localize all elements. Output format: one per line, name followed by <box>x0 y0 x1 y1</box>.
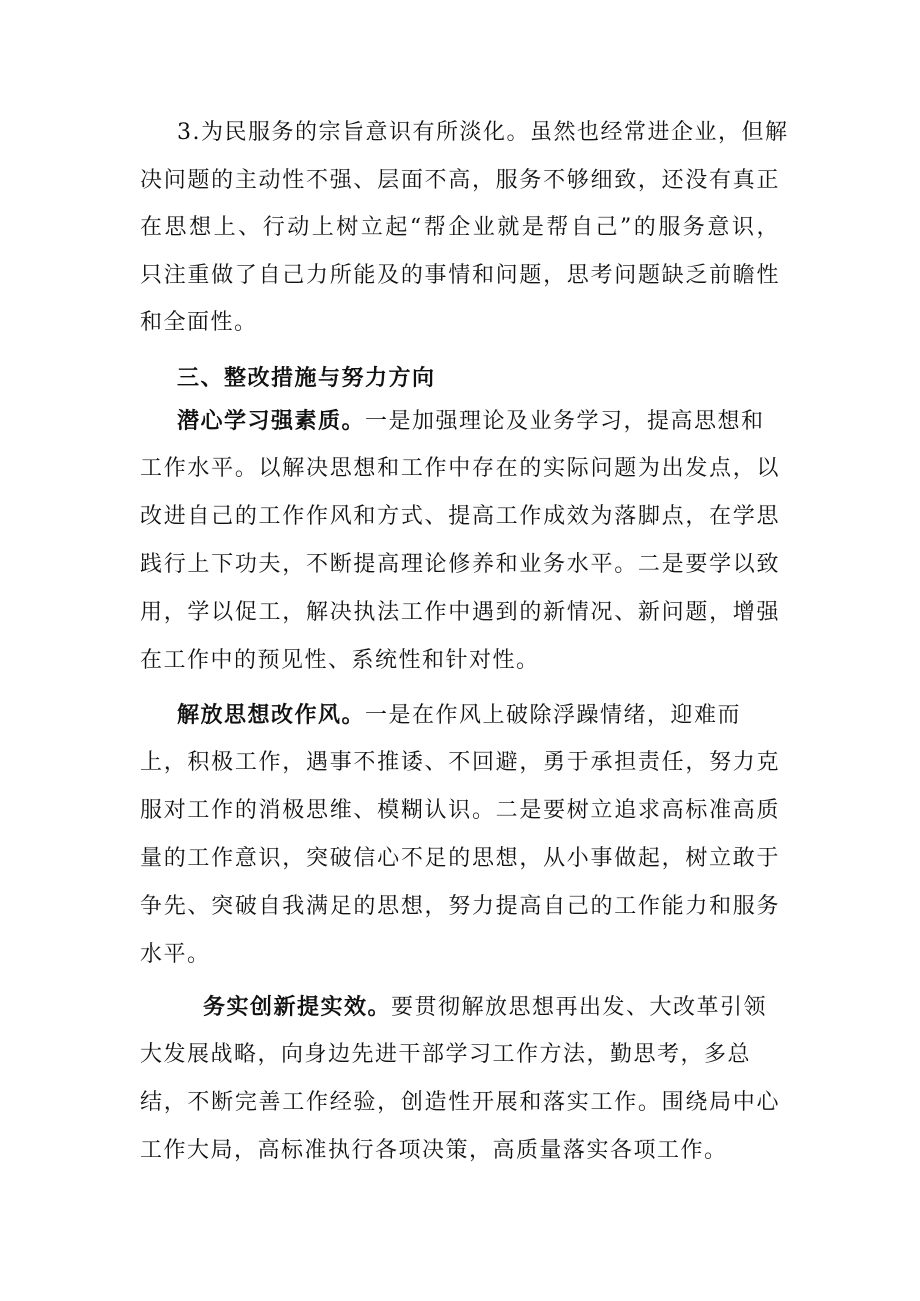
paragraph-line: 和全面性。 <box>140 310 258 335</box>
paragraph-line: 上，积极工作，遇事不推诿、不回避，勇于承担责任，努力克 <box>140 750 780 775</box>
paragraph-line: 大发展战略，向身边先进干部学习工作方法，勤思考，多总 <box>140 1042 752 1067</box>
measure-first-line <box>177 405 765 438</box>
paragraph-line: 争先、突破自我满足的思想，努力提高自己的工作能力和服务 <box>140 894 780 919</box>
paragraph-line: 水平。 <box>140 942 211 967</box>
paragraph-line: 在思想上、行动上树立起“帮企业就是帮自己”的服务意识， <box>140 215 780 240</box>
paragraph-line: 工作大局，高标准执行各项决策，高质量落实各项工作。 <box>140 1138 728 1163</box>
paragraph-line: 结，不断完善工作经验，创造性开展和落实工作。围绕局中心 <box>140 1090 780 1115</box>
paragraph-line: 只注重做了自己力所能及的事情和问题，思考问题缺乏前瞻性 <box>140 263 780 288</box>
measure-title: 务实创新提实效。 <box>203 994 392 1020</box>
paragraph-line: 3.为民服务的宗旨意识有所淡化。虽然也经常进企业，但解 <box>177 120 789 145</box>
measure-text: 一是在作风上破除浮躁情绪，迎难而 <box>365 703 742 728</box>
paragraph-line: 改进自己的工作作风和方式、提高工作成效为落脚点，在学思 <box>140 504 780 529</box>
paragraph-line: 决问题的主动性不强、层面不高，服务不够细致，还没有真正 <box>140 168 780 193</box>
paragraph-line: 工作水平。以解决思想和工作中存在的实际问题为出发点，以 <box>140 456 780 481</box>
measure-title: 潜心学习强素质。 <box>177 408 366 434</box>
measure-first-line <box>203 991 767 1024</box>
measure-text: 一是加强理论及业务学习，提高思想和 <box>365 409 765 434</box>
paragraph-line: 践行上下功夫，不断提高理论修养和业务水平。二是要学以致 <box>140 552 780 577</box>
measure-title: 解放思想改作风。 <box>177 702 366 728</box>
paragraph-line: 在工作中的预见性、系统性和针对性。 <box>140 648 540 673</box>
measure-text: 要贯彻解放思想再出发、大改革引领 <box>391 995 768 1020</box>
paragraph-line: 用，学以促工，解决执法工作中遇到的新情况、新问题，增强 <box>140 600 780 625</box>
paragraph-line: 服对工作的消极思维、模糊认识。二是要树立追求高标准高质 <box>140 798 780 823</box>
section-heading: 三、整改措施与努力方向 <box>177 365 436 391</box>
measure-first-line <box>177 699 741 732</box>
paragraph-line: 量的工作意识，突破信心不足的思想，从小事做起，树立敢于 <box>140 846 780 871</box>
